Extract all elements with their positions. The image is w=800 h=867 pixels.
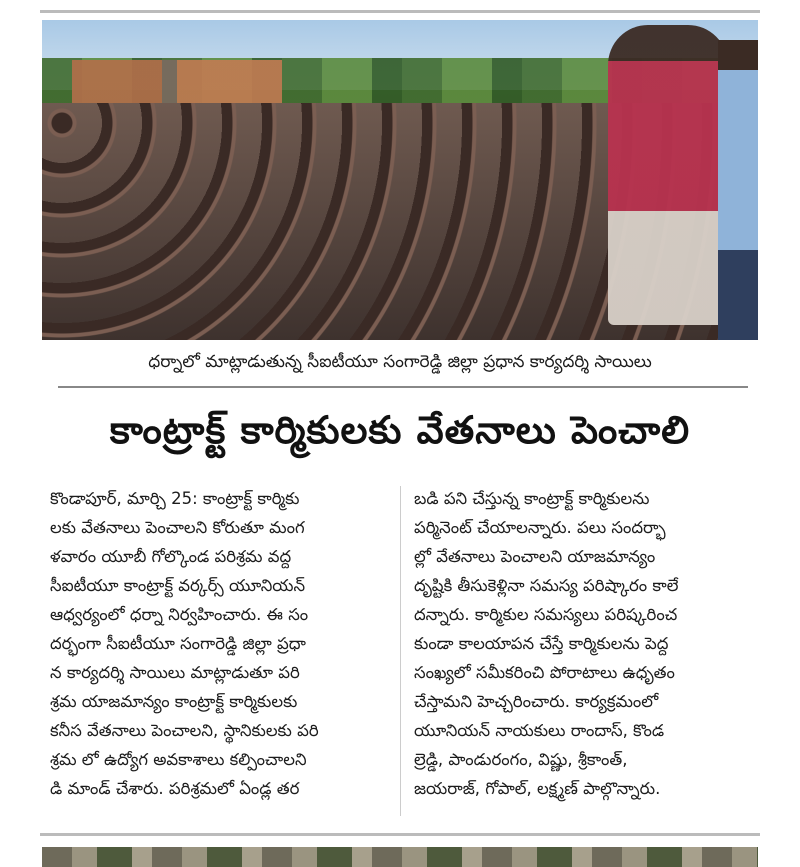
article-line: కొండాపూర్, మార్చి 25: కాంట్రాక్ట్ కార్మికు	[50, 489, 300, 508]
article-line: జయరాజ్, గోపాల్, లక్ష్మణ్ పాల్గొన్నారు.	[414, 779, 661, 798]
article-line: న కార్యదర్శి సాయిలు మాట్లాడుతూ పరి	[50, 663, 300, 682]
top-divider	[40, 10, 760, 13]
article-line: ల్రెడ్డి, పాండురంగం, విష్ణు, శ్రీకాంత్,	[414, 750, 628, 769]
photo-caption: ధర్నాలో మాట్లాడుతున్న సీఐటీయూ సంగారెడ్డి జిల్లా ప్రధాన కార్యదర్శి సాయిలు	[148, 352, 652, 372]
article-line: దర్భంగా సీఐటీయూ సంగారెడ్డి జిల్లా ప్రధా	[50, 634, 306, 653]
article-line: చేస్తామని హెచ్చరించారు. కార్యక్రమంలో	[414, 692, 659, 711]
article-line: పర్మినెంట్ చేయాలన్నారు. పలు సందర్భా	[414, 518, 666, 537]
bottom-divider	[40, 833, 760, 836]
article-column-left	[50, 484, 390, 803]
article-line: డి మాండ్ చేశారు. పరిశ్రమలో ఏండ్ల తర	[50, 779, 300, 798]
article-line: లకు వేతనాలు పెంచాలని కోరుతూ మంగ	[50, 518, 305, 537]
photo-trucks	[72, 60, 372, 105]
article-line: ఆధ్వర్యంలో ధర్నా నిర్వహించారు. ఈ సం	[50, 605, 309, 624]
article-line: ల్లో వేతనాలు పెంచాలని యాజమాన్యం	[414, 547, 656, 566]
article-line: యూనియన్ నాయకులు రాందాస్, కొండ	[414, 721, 665, 740]
next-photo-strip	[42, 847, 758, 867]
column-divider	[400, 486, 401, 816]
article-line: సీఐటీయూ కాంట్రాక్ట్ వర్కర్స్ యూనియన్	[50, 576, 306, 595]
article-line: బడి పని చేస్తున్న కాంట్రాక్ట్ కార్మికులను	[414, 489, 650, 508]
article-line: శ్రమ యాజమాన్యం కాంట్రాక్ట్ కార్మికులకు	[50, 692, 298, 711]
protest-photo	[42, 20, 758, 340]
article-column-right	[414, 484, 754, 803]
article-line: దృష్టికి తీసుకెళ్లినా సమస్య పరిష్కారం కాలే	[414, 576, 679, 595]
photo-standing-man-2	[718, 40, 758, 340]
caption-divider	[58, 386, 748, 388]
article-line: దన్నారు. కార్మికుల సమస్యలు పరిష్కరించ	[414, 605, 678, 624]
photo-standing-man	[608, 25, 728, 325]
article-line: కనీస వేతనాలు పెంచాలని, స్థానికులకు పరి	[50, 721, 319, 740]
article-line: శ్రమ లో ఉద్యోగ అవకాశాలు కల్పించాలని	[50, 750, 307, 769]
article-line: ళవారం యూబీ గోల్కొండ పరిశ్రమ వద్ద	[50, 547, 292, 566]
headline: కాంట్రాక్ట్ కార్మికులకు వేతనాలు పెంచాలి	[109, 408, 691, 452]
article-line: కుండా కాలయాపన చేస్తే కార్మికులను పెద్ద	[414, 634, 669, 653]
article-line: సంఖ్యలో సమీకరించి పోరాటాలు ఉధృతం	[414, 663, 675, 682]
